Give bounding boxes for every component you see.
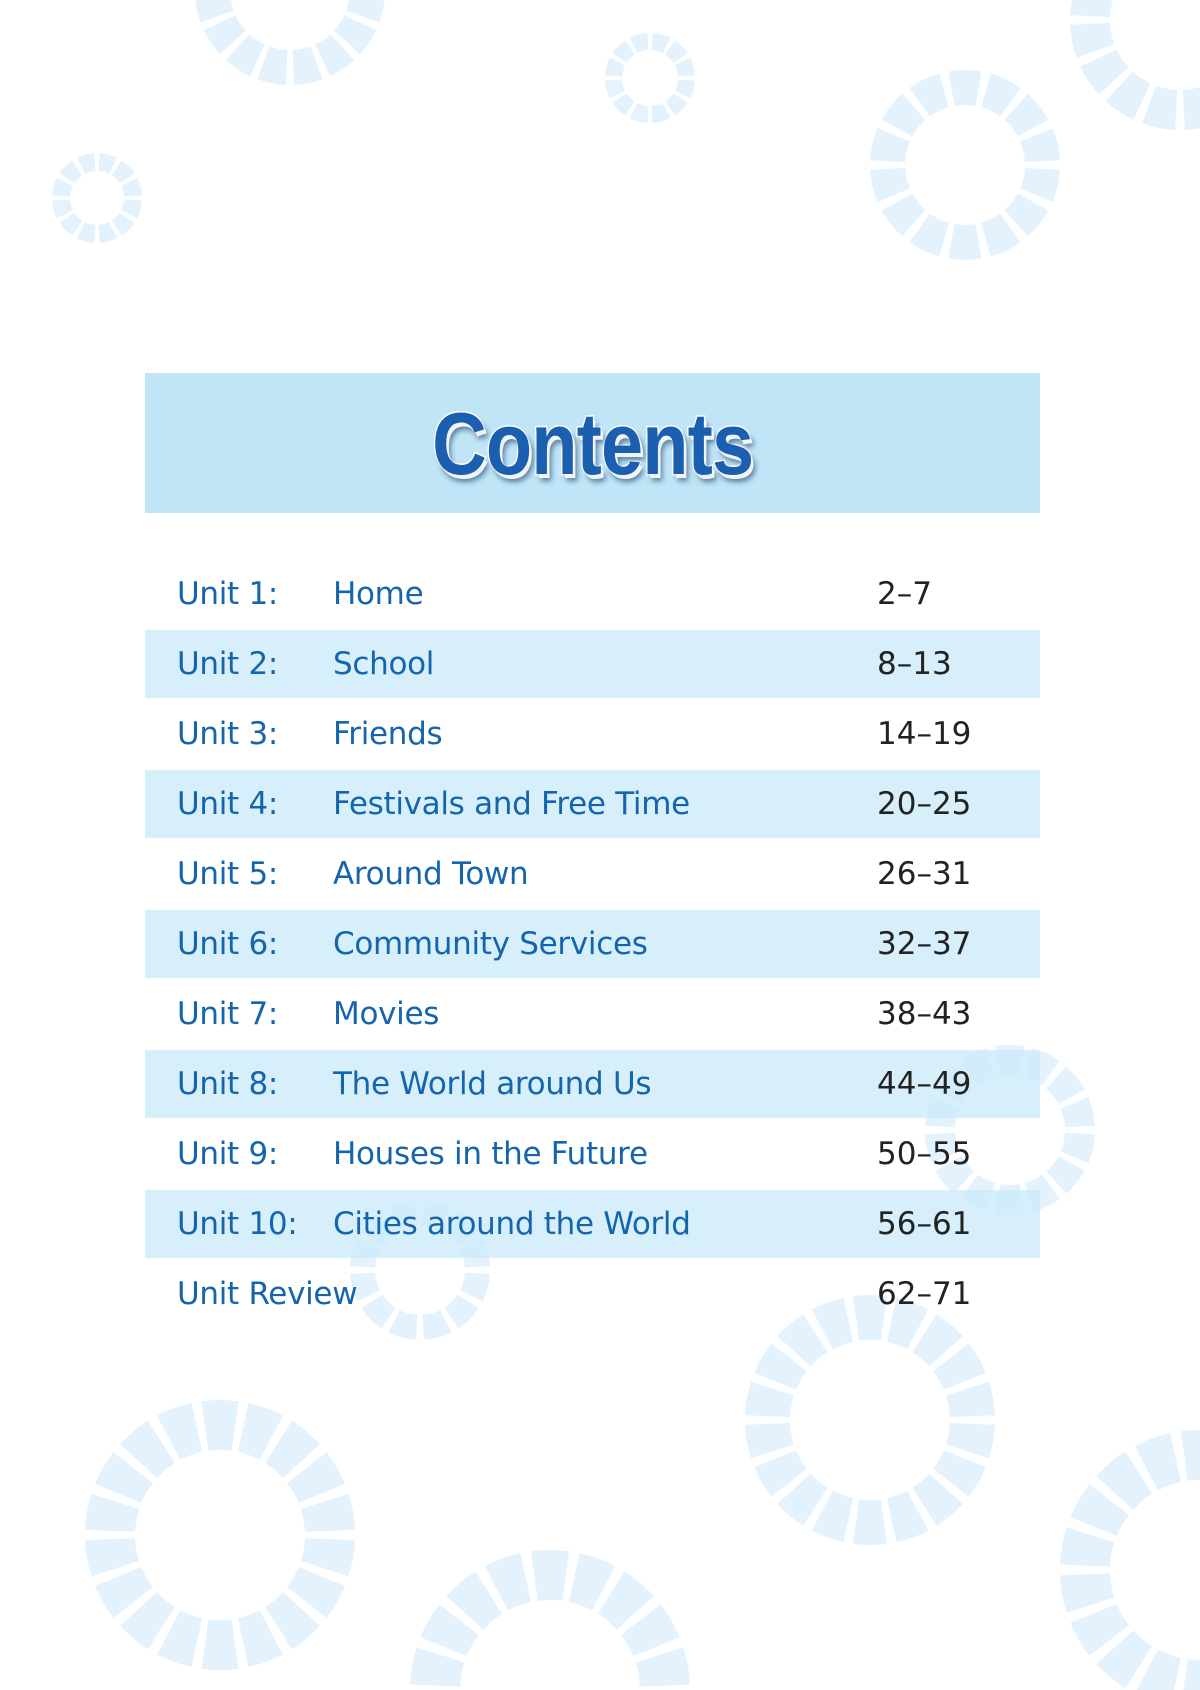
decor-ring	[1070, 0, 1200, 130]
decor-ring-segment	[605, 58, 625, 77]
decor-ring-segment	[1020, 128, 1060, 162]
table-of-contents	[145, 560, 1040, 1330]
decor-ring-segment	[1181, 1659, 1200, 1690]
decor-ring-segment	[612, 40, 634, 62]
toc-unit-label: Unit 9:	[177, 1136, 279, 1172]
decor-ring	[195, 0, 385, 85]
decor-ring-segment	[675, 80, 695, 99]
page-title: Contents	[431, 394, 754, 493]
decor-ring-segment	[59, 160, 82, 183]
toc-unit-label: Unit 3:	[177, 716, 279, 752]
toc-row	[145, 1120, 1040, 1188]
toc-row	[145, 770, 1040, 838]
toc-row	[145, 1260, 1040, 1328]
toc-row	[145, 630, 1040, 698]
decor-ring-segment	[853, 1499, 887, 1545]
toc-unit-title: Home	[333, 576, 424, 612]
decor-ring-segment	[59, 213, 82, 236]
decor-ring-segment	[948, 70, 981, 106]
toc-page-range: 26–31	[877, 856, 972, 892]
decor-ring-segment	[1046, 1066, 1084, 1103]
toc-unit-title: Community Services	[333, 926, 648, 962]
toc-page-range: 56–61	[877, 1206, 972, 1242]
toc-unit-title: Friends	[333, 716, 443, 752]
toc-unit-title: School	[333, 646, 435, 682]
toc-unit-label: Unit 5:	[177, 856, 279, 892]
toc-row	[145, 840, 1040, 908]
decor-ring-segment	[630, 103, 649, 123]
decor-ring-segment	[1060, 1573, 1114, 1612]
decor-ring-segment	[85, 1494, 139, 1532]
toc-unit-label: Unit 6:	[177, 926, 279, 962]
decor-ring-segment	[605, 80, 625, 99]
decor-ring-segment	[410, 1647, 464, 1686]
toc-unit-label: Unit Review	[177, 1276, 358, 1312]
decor-ring-segment	[745, 1423, 794, 1458]
decor-ring-segment	[99, 153, 118, 174]
toc-row	[145, 980, 1040, 1048]
decor-ring	[605, 33, 695, 123]
decor-ring-segment	[112, 213, 135, 236]
decor-ring-segment	[665, 40, 687, 62]
decor-ring-segment	[1061, 1097, 1095, 1127]
decor-ring-segment	[1046, 1156, 1084, 1193]
toc-unit-title: Cities around the World	[333, 1206, 691, 1242]
toc-page-range: 44–49	[877, 1066, 972, 1102]
decor-ring-segment	[870, 168, 910, 202]
decor-ring-segment	[52, 178, 73, 197]
toc-page-range: 2–7	[877, 576, 932, 612]
decor-ring	[52, 153, 142, 243]
decor-ring	[870, 70, 1060, 260]
toc-unit-label: Unit 10:	[177, 1206, 298, 1242]
toc-unit-title: Houses in the Future	[333, 1136, 648, 1172]
toc-row	[145, 1050, 1040, 1118]
toc-unit-title: The World around Us	[333, 1066, 652, 1102]
toc-unit-label: Unit 4:	[177, 786, 279, 822]
toc-page-range: 62–71	[877, 1276, 972, 1312]
decor-ring-segment	[52, 200, 73, 219]
decor-ring-segment	[1183, 86, 1200, 130]
toc-unit-label: Unit 1:	[177, 576, 279, 612]
decor-ring-segment	[1181, 1430, 1200, 1481]
toc-row	[145, 560, 1040, 628]
decor-ring-segment	[1070, 23, 1114, 58]
decor-ring-segment	[121, 200, 142, 219]
decor-ring-segment	[636, 1647, 690, 1686]
decor-ring-segment	[301, 1494, 355, 1532]
decor-ring-segment	[202, 1400, 239, 1451]
decor-ring-segment	[77, 153, 96, 174]
toc-page-range: 20–25	[877, 786, 972, 822]
decor-ring-segment	[946, 1423, 995, 1458]
toc-page-range: 38–43	[877, 996, 972, 1032]
decor-ring-segment	[665, 93, 687, 115]
toc-page-range: 8–13	[877, 646, 952, 682]
toc-unit-title: Movies	[333, 996, 440, 1032]
decor-ring	[85, 1400, 355, 1670]
decor-ring-segment	[652, 33, 671, 53]
toc-page-range: 14–19	[877, 716, 972, 752]
decor-ring-segment	[630, 33, 649, 53]
decor-ring-segment	[612, 93, 634, 115]
decor-ring-segment	[121, 178, 142, 197]
decor-ring-segment	[946, 1382, 995, 1417]
decor-ring-segment	[99, 222, 118, 243]
toc-page-range: 50–55	[877, 1136, 972, 1172]
decor-ring-segment	[948, 224, 981, 260]
decor-ring-segment	[1060, 1527, 1114, 1566]
toc-row	[145, 910, 1040, 978]
toc-unit-title: Festivals and Free Time	[333, 786, 690, 822]
decor-ring-segment	[870, 128, 910, 162]
decor-ring-segment	[85, 1538, 139, 1576]
toc-row	[145, 700, 1040, 768]
decor-ring	[745, 1295, 995, 1545]
decor-ring-segment	[675, 58, 695, 77]
decor-ring-segment	[745, 1382, 794, 1417]
title-band	[145, 373, 1040, 513]
toc-unit-label: Unit 2:	[177, 646, 279, 682]
decor-ring-segment	[77, 222, 96, 243]
decor-ring-segment	[257, 46, 287, 85]
decor-ring-segment	[202, 1619, 239, 1670]
decor-ring-segment	[112, 160, 135, 183]
decor-ring-segment	[293, 46, 323, 85]
decor-ring-segment	[1070, 0, 1114, 17]
toc-page-range: 32–37	[877, 926, 972, 962]
toc-unit-title: Around Town	[333, 856, 529, 892]
decor-ring	[1060, 1430, 1200, 1690]
decor-ring-segment	[1142, 86, 1177, 130]
decor-ring-segment	[531, 1550, 569, 1601]
decor-ring-segment	[1020, 168, 1060, 202]
decor-ring-segment	[652, 103, 671, 123]
decor-ring	[410, 1550, 690, 1690]
decor-ring-segment	[301, 1538, 355, 1576]
toc-row	[145, 1190, 1040, 1258]
toc-unit-label: Unit 8:	[177, 1066, 279, 1102]
decor-ring-segment	[1061, 1133, 1095, 1163]
toc-unit-label: Unit 7:	[177, 996, 279, 1032]
